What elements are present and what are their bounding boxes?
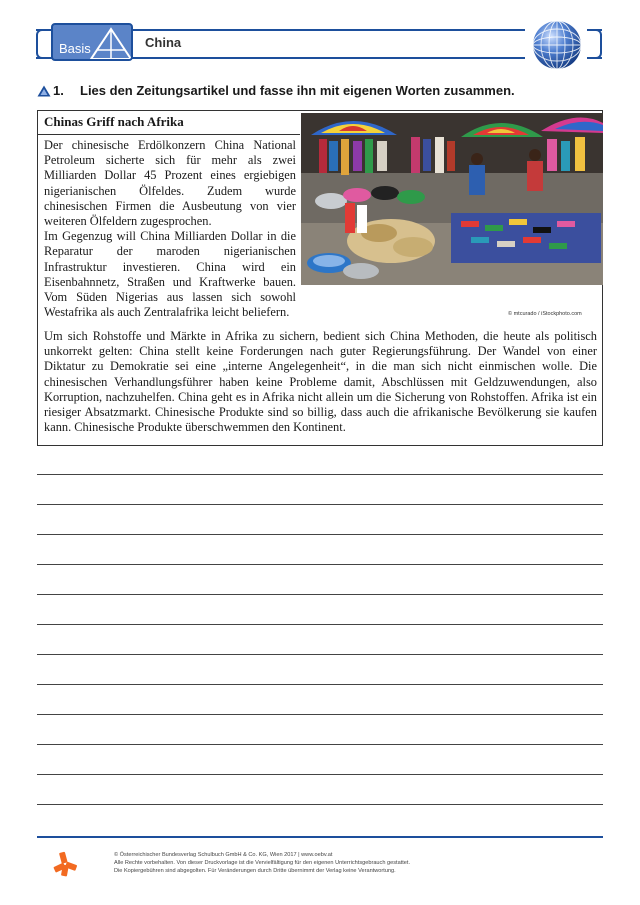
footer-line: Alle Rechte vorbehalten. Von dieser Druckvorlage ist die Vervielfältigung für den eigenen Unterrichtsgebrauch gestattet. [114, 859, 411, 866]
writing-line[interactable] [37, 474, 603, 475]
footer-rule [37, 836, 603, 838]
writing-line[interactable] [37, 594, 603, 595]
writing-line[interactable] [37, 534, 603, 535]
writing-line[interactable] [37, 624, 603, 625]
header-bracket-right [590, 29, 602, 59]
writing-line[interactable] [37, 654, 603, 655]
writing-line[interactable] [37, 744, 603, 745]
writing-line[interactable] [37, 714, 603, 715]
article-paragraph: Im Gegenzug will China Milliarden Dollar in die Reparatur der maroden nigerianischen Infrastruktur investieren. China wird ein Eisenbahnnetz, Straßen und Kraftwerke bauen. Vom Süden Nigerias aus lassen sich sowohl Westafrika als auch Zentralafrika leicht beliefern. [44, 229, 296, 320]
footer-copyright [114, 852, 554, 875]
market-photo [301, 113, 603, 285]
publisher-logo-icon [52, 851, 78, 877]
photo-credit: © mtcurado / iStockphoto.com [508, 311, 582, 317]
writing-line[interactable] [37, 504, 603, 505]
header-bracket-left [36, 29, 46, 59]
writing-line[interactable] [37, 564, 603, 565]
article-box [37, 110, 603, 446]
writing-line[interactable] [37, 684, 603, 685]
article-paragraph: Der chinesische Erdölkonzern China National Petroleum sicherte sich für mehr als zwei Milliarden Dollar 45 Prozent eines ergiebigen nigerianischen Ölfeldes. Zudem wurde chinesischen Firmen die Ausbeutung von vier weiteren Ölfeldern zugesprochen. [44, 138, 296, 229]
writing-line[interactable] [37, 804, 603, 805]
article-title-divider [38, 134, 300, 135]
level-badge [51, 23, 133, 61]
page-title: China [145, 35, 182, 50]
task-number: 1. [53, 83, 64, 98]
task-instruction: Lies den Zeitungsartikel und fasse ihn mit eigenen Worten zusammen. [80, 83, 515, 98]
article-title: Chinas Griff nach Afrika [44, 114, 184, 129]
footer-line: © Österreichischer Bundesverlag Schulbuch GmbH & Co. KG, Wien 2017 | www.oebv.at [114, 852, 333, 858]
globe-icon [530, 18, 584, 72]
triangle-level-icon [37, 85, 51, 97]
article-column-text [44, 138, 296, 320]
badge-label: Basis [59, 41, 91, 56]
footer-line: Die Kopiergebühren sind abgegolten. Für Veränderungen durch Dritte übernimmt der Verlag keine Verantwortung. [114, 867, 396, 874]
writing-line[interactable] [37, 774, 603, 775]
article-full-paragraph: Um sich Rohstoffe und Märkte in Afrika zu sichern, bedient sich China Methoden, die heute als politisch unkorrekt gelten: China stellt keine Forderungen nach guter Regierungsführung. Der Wandel von einer Diktatur zu Demokratie sei eine „interne Angelegenheit“, in die man sich nicht einmischen wolle. Die chinesischen Verhandlungsführer haben keine Probleme damit, Abschlüssen mit Geldzuwendungen, also Korruption, nachzuhelfen. China geht es in Afrika nicht allein um die Sicherung von Rohstoffen. Afrika ist ein riesiger Absatzmarkt. Chinesische Produkte sind so billig, dass auch die afrikanische Bevölkerung sie kaufen kann. Chinesische Produkte überschwemmen den Kontinent. [44, 329, 597, 435]
